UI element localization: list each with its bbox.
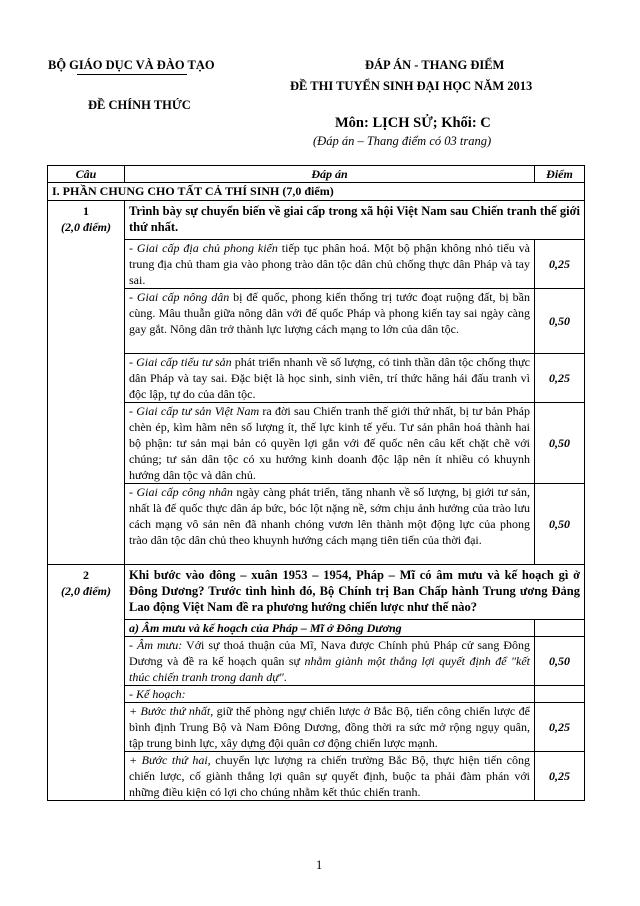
q1-item-2 bbox=[125, 289, 535, 354]
q1-item-3-lead: - Giai cấp tiểu tư sản bbox=[129, 355, 232, 369]
subject-line: Môn: LỊCH SỬ; Khối: C bbox=[335, 115, 491, 131]
q1-number: 1 bbox=[83, 204, 89, 218]
q2-plan-score-cell bbox=[535, 686, 585, 703]
q1-item-row bbox=[48, 289, 585, 354]
official-label: ĐỀ CHÍNH THỨC bbox=[88, 98, 191, 112]
q2-points: (2,0 điểm) bbox=[61, 584, 111, 598]
q1-item-3-text: phát triển nhanh về số lượng, có tinh thần dân tộc chống thực dân Pháp và tay sai. Đặc biệt là học sinh, sinh viên, trí thức hăng hái đấu tranh vì độc lập, tự do của dân tộc. bbox=[129, 355, 530, 401]
q2-step2-row bbox=[48, 752, 585, 801]
q1-item-4-score: 0,50 bbox=[535, 403, 585, 484]
q1-item-1-score: 0,25 bbox=[535, 240, 585, 289]
q1-item-row bbox=[48, 354, 585, 403]
q2-plan-label: - Kế hoạch: bbox=[125, 686, 535, 703]
q1-points: (2,0 điểm) bbox=[61, 220, 111, 234]
q1-item-1-lead: - Giai cấp địa chủ phong kiến bbox=[129, 241, 278, 255]
q1-item-row bbox=[48, 403, 585, 484]
answer-table bbox=[47, 165, 585, 801]
q1-question-text: Trình bày sự chuyển biến về giai cấp trong xã hội Việt Nam sau Chiến tranh thế giới thứ nhất. bbox=[125, 201, 585, 240]
q1-item-4-lead: - Giai cấp tư sản Việt Nam bbox=[129, 404, 260, 418]
q2-question-text: Khi bước vào đông – xuân 1953 – 1954, Pháp – Mĩ có âm mưu và kế hoạch gì ở Đông Dương? Trước tình hình đó, Bộ Chính trị Ban Chấp hành Trung ương Đảng Lao động Việt Nam đề ra phương hướng chiến lược như thế nào? bbox=[125, 565, 585, 620]
q1-item-4-text: ra đời sau Chiến tranh thế giới thứ nhất, bị tư bản Pháp chèn ép, kìm hãm nên số lượng ít, thế lực kinh tế yếu. Tư sản phân hoá thành hai bộ phận: tư sản mại bản có quyền lợi gắn với đế quốc nên câu kết chặt chẽ với chúng; tư sản dân tộc có xu hướng kinh doanh độc lập nên ít nhiều có khuynh hướng dân tộc và dân chủ. bbox=[129, 404, 530, 482]
q2-plot-text: Với sự thoả thuận của Mĩ, Nava được Chính phủ Pháp cử sang Đông Dương và đề ra kế hoạch quân sự bbox=[129, 638, 531, 668]
col-header-score: Điểm bbox=[535, 166, 585, 183]
q2-part-a-score-cell bbox=[535, 620, 585, 637]
q1-item-row bbox=[48, 240, 585, 289]
section-row bbox=[48, 183, 585, 201]
q1-item-2-text: bị đế quốc, phong kiến thống trị tước đoạt ruộng đất, bị bần cùng. Mâu thuẫn giữa nông dân với đế quốc Pháp và phong kiến tay sai ngày càng gay gắt. Nông dân trở thành lực lượng cách mạng to lớn của dân tộc. bbox=[129, 290, 530, 336]
page-number: 1 bbox=[316, 858, 323, 872]
q1-item-3 bbox=[125, 354, 535, 403]
q2-plot-end: . bbox=[283, 670, 287, 684]
q2-step1-text: giữ thế phòng ngự chiến lược ở Bắc Bộ, tiến công chiến lược để bình định Trung Bộ và Nam Đông Dương, đồng thời ra sức mở rộng ngụy quân, tập trung binh lực, xây dựng đội quân cơ động chiến lược mạnh. bbox=[129, 704, 530, 750]
table-header-row bbox=[48, 166, 585, 183]
q1-item-1 bbox=[125, 240, 535, 289]
col-header-answer: Đáp án bbox=[125, 166, 535, 183]
q2-step2-lead: + Bước thứ hai, bbox=[129, 753, 211, 767]
q1-item-5-lead: - Giai cấp công nhân bbox=[129, 485, 233, 499]
q2-step1-lead: + Bước thứ nhất, bbox=[129, 704, 214, 718]
q2-plot-lead: - Âm mưu: bbox=[129, 638, 183, 652]
q2-step2-text: chuyển lực lượng ra chiến trường Bắc Bộ, thực hiện tiến công chiến lược, cố giành thắng lợi quân sự quyết định, buộc ta phải đàm phán với những điều kiện có lợi cho chúng nhằm kết thúc chiến tranh. bbox=[129, 753, 531, 799]
q2-plot-row bbox=[48, 637, 585, 686]
q1-item-5-score: 0,50 bbox=[535, 484, 585, 565]
section-title: I. PHẦN CHUNG CHO TẤT CẢ THÍ SINH (7,0 điểm) bbox=[48, 183, 585, 201]
q1-item-2-lead: - Giai cấp nông dân bbox=[129, 290, 230, 304]
q2-question-row bbox=[48, 565, 585, 620]
doc-title: ĐÁP ÁN - THANG ĐIỂM bbox=[365, 58, 505, 72]
q1-item-1-text: tiếp tục phân hoá. Một bộ phận không nhỏ tiểu và trung địa chủ tham gia vào phong trào dân tộc dân chủ chống thực dân Pháp và tay sai. bbox=[129, 241, 530, 287]
q1-number-cell bbox=[48, 201, 125, 565]
ministry-name: BỘ GIÁO DỤC VÀ ĐÀO TẠO bbox=[48, 58, 215, 72]
q1-item-5 bbox=[125, 484, 535, 565]
page-count-note: (Đáp án – Thang điểm có 03 trang) bbox=[313, 134, 492, 148]
q2-part-a-row bbox=[48, 620, 585, 637]
q2-step1-row bbox=[48, 703, 585, 752]
q1-item-row bbox=[48, 484, 585, 565]
q2-number-cell bbox=[48, 565, 125, 801]
q1-item-5-text: ngày càng phát triển, tăng nhanh về số lượng, bị giới tư sản, nhất là đế quốc thực dân áp bức, bóc lột nặng nề, sớm chịu ảnh hưởng của trào lưu cách mạng vô sản nên đã nhanh chóng vươn lên thành một động lực của phong trào dân tộc dân chủ theo khuynh hướng cách mạng tiên tiến của thời đại. bbox=[129, 485, 530, 547]
q2-step1 bbox=[125, 703, 535, 752]
q2-plan-row bbox=[48, 686, 585, 703]
q2-step1-score: 0,25 bbox=[535, 703, 585, 752]
q1-question-row bbox=[48, 201, 585, 240]
col-header-question: Câu bbox=[48, 166, 125, 183]
q1-item-2-score: 0,50 bbox=[535, 289, 585, 354]
q2-plot-italic: nhằm giành một thắng lợi quyết định để "kết thúc chiến tranh trong danh dự" bbox=[129, 654, 531, 684]
q1-item-4 bbox=[125, 403, 535, 484]
q2-step2-score: 0,25 bbox=[535, 752, 585, 801]
q2-plot bbox=[125, 637, 535, 686]
q2-part-a-title: a) Âm mưu và kế hoạch của Pháp – Mĩ ở Đông Dương bbox=[125, 620, 535, 637]
exam-title: ĐỀ THI TUYỂN SINH ĐẠI HỌC NĂM 2013 bbox=[290, 79, 533, 93]
q2-number: 2 bbox=[83, 568, 89, 582]
header-underline bbox=[77, 74, 187, 75]
q1-item-3-score: 0,25 bbox=[535, 354, 585, 403]
q2-step2 bbox=[125, 752, 535, 801]
q2-plot-score: 0,50 bbox=[535, 637, 585, 686]
